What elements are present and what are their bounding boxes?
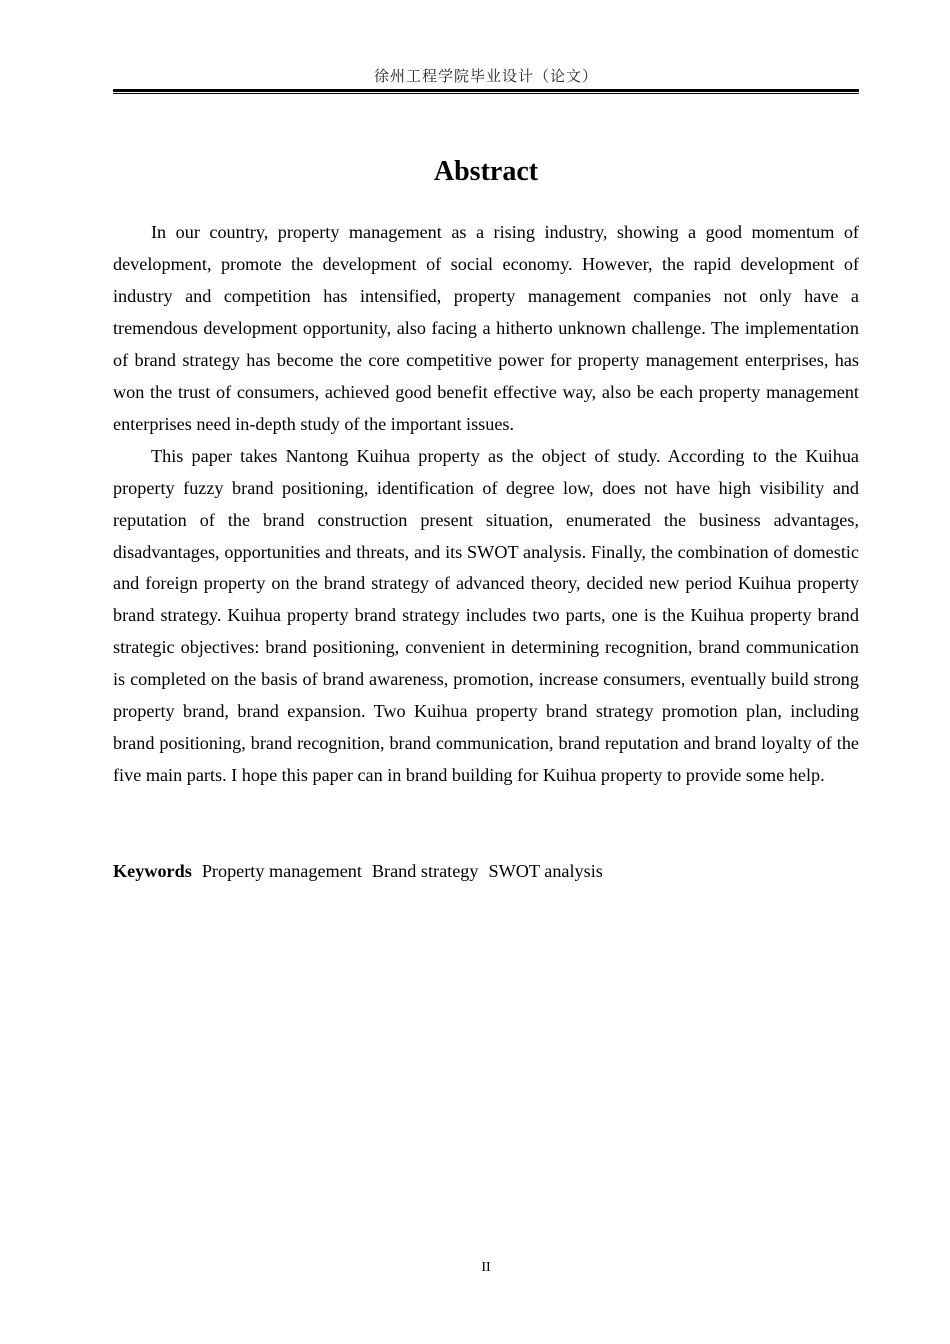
keyword-item: SWOT analysis (488, 861, 603, 881)
header-rule-thin (113, 93, 859, 94)
keyword-item: Property management (201, 861, 362, 881)
abstract-title: Abstract (433, 156, 539, 187)
keyword-item: Brand strategy (371, 861, 479, 881)
abstract-paragraph-1: In our country, property management as a rising industry, showing a good momentum of development, promote the development of social economy. However, the rapid development of industry and competition has intensified, property management companies not only have a tremendous development opportunity, also facing a hitherto unknown challenge. The implementation of brand strategy has become the core competitive power for property management enterprises, has won the trust of consumers, achieved good benefit effective way, also be each property management enterprises need in-depth study of the important issues. (113, 222, 859, 434)
abstract-body (113, 217, 859, 792)
page-header-title: 徐州工程学院毕业设计（论文） (373, 67, 598, 85)
abstract-paragraph-2: This paper takes Nantong Kuihua property as the object of study. According to the Kuihua property fuzzy brand positioning, identification of degree low, does not have high visibility and reputation of the brand construction present situation, enumerated the business advantages, disadvantages, opportunities and threats, and its SWOT analysis. Finally, the combination of domestic and foreign property on the brand strategy of advanced theory, decided new period Kuihua property brand strategy. Kuihua property brand strategy includes two parts, one is the Kuihua property brand strategic objectives: brand positioning, convenient in determining recognition, brand communication is completed on the basis of brand awareness, promotion, increase consumers, eventually build strong property brand, brand expansion. Two Kuihua property brand strategy promotion plan, including brand positioning, brand recognition, brand communication, brand reputation and brand loyalty of the five main parts. I hope this paper can in brand building for Kuihua property to provide some help. (113, 445, 859, 786)
page-number: II (481, 1260, 491, 1275)
keywords-line (113, 856, 859, 887)
keywords-label: Keywords (113, 861, 192, 881)
header-rule-thick (113, 89, 859, 92)
